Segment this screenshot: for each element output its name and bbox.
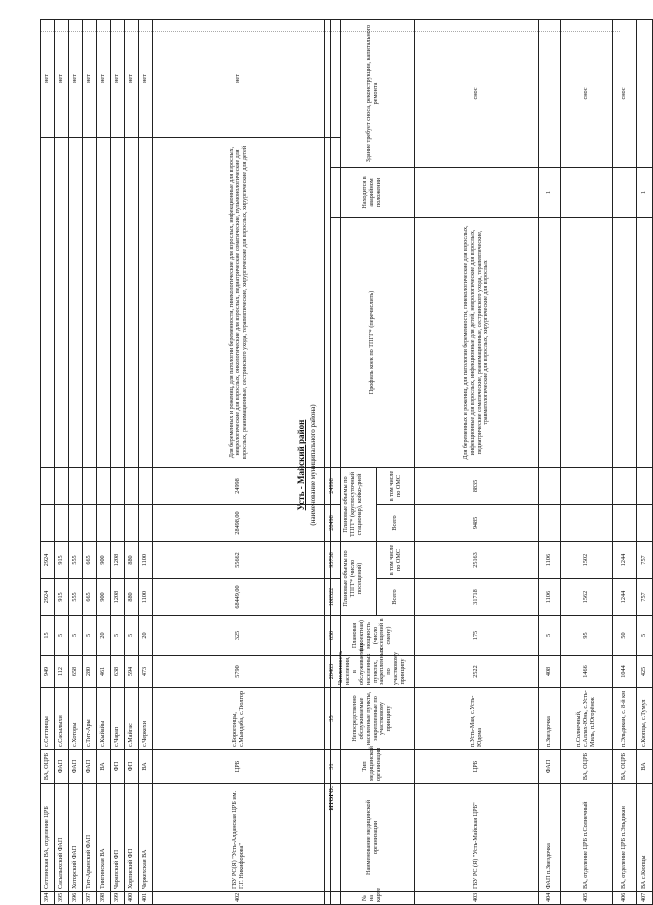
total-label: ИТОГО: xyxy=(325,784,341,892)
bed-profile xyxy=(561,217,613,467)
col-header-visits: Плановые объемы по ТПГГ* (число посещений) xyxy=(331,541,377,615)
building-status: нет xyxy=(125,20,139,138)
district-title: Усть - Майский район xyxy=(296,419,306,511)
table-row xyxy=(97,20,111,905)
emergency-status xyxy=(613,167,637,217)
col-header-type: Тип медицинской организации xyxy=(331,750,415,784)
cases-oms xyxy=(561,467,613,504)
capacity: 175 xyxy=(415,616,539,656)
org-type: ЦРБ xyxy=(153,750,325,784)
org-name: ГБУ РС (Я) "Усть-Майская ЦРБ" xyxy=(415,784,539,892)
population: 280 xyxy=(83,656,97,688)
org-type: ФП xyxy=(125,750,139,784)
population: 5790 xyxy=(153,656,325,688)
bed-profile xyxy=(69,138,83,468)
cases-all xyxy=(69,505,83,542)
visits-all: 68449,00 xyxy=(153,579,325,616)
col-header-cases: Плановые объемы по ТПГГ* (круглосуточный стационар), койко-дней xyxy=(331,467,377,541)
cases-all xyxy=(561,504,613,541)
settlements: с.Чарап xyxy=(111,688,125,750)
visits-all: 1106 xyxy=(539,579,561,616)
row-number: 394 xyxy=(41,892,55,905)
population: 1044 xyxy=(613,656,637,688)
settlements: с.Черкехи xyxy=(139,688,153,750)
population: 949 xyxy=(41,656,55,688)
cases-all xyxy=(41,505,55,542)
visits-oms: 1244 xyxy=(613,541,637,578)
cases-oms xyxy=(111,468,125,505)
total-beds: 650 xyxy=(325,616,341,656)
org-name: Сеттинская ВА, отделение ЦРБ xyxy=(41,784,55,892)
org-name: ВА, отделение ЦРБ п.Солнечный xyxy=(561,784,613,892)
table-row xyxy=(561,19,613,904)
population: 658 xyxy=(69,656,83,688)
settlements: с.Борогонцы, с.Мындаба, с.Тюлгор xyxy=(153,688,325,750)
repair-status: снос xyxy=(561,19,613,167)
visits-oms: 915 xyxy=(55,542,69,579)
org-name: Сасылыхский ФАП xyxy=(55,784,69,892)
building-status: нет xyxy=(69,20,83,138)
org-name: ФАП п.Звездочка xyxy=(539,784,561,892)
bed-profile xyxy=(125,138,139,468)
org-name: ВА с.Кюпцы xyxy=(637,784,653,892)
row-number: 395 xyxy=(55,892,69,905)
cases-oms xyxy=(125,468,139,505)
col-header-name: Наименование медицинской организации xyxy=(331,784,415,892)
row-number: 402 xyxy=(153,892,325,905)
bed-profile: Для беременных и рожениц, для патологии беременности, гинекологические для взрослых, инфекционные для взрослых, инфекционные для детей, неврологические для взрослых, педиатрические соматические, реанимационные, сестринского ухода, терапевтические, травматологические для взрослых, хирургические для взрослых xyxy=(415,217,539,467)
cases-all xyxy=(125,505,139,542)
col-header-visits-all: Всего xyxy=(377,579,415,616)
cases-oms xyxy=(637,467,653,504)
cases-oms xyxy=(83,468,97,505)
org-type: ВА xyxy=(637,750,653,784)
capacity: 15 xyxy=(41,616,55,656)
org-type: ФАП xyxy=(55,750,69,784)
col-header-repair: Здание требует сноса, реконструкции, капитального ремонта xyxy=(331,19,415,167)
cases-all xyxy=(83,505,97,542)
bed-profile xyxy=(111,138,125,468)
cases-all xyxy=(539,504,561,541)
visits-oms: 1208 xyxy=(111,542,125,579)
total-c_oms: 24998 xyxy=(325,468,341,505)
capacity: 5 xyxy=(55,616,69,656)
cases-all: 9485 xyxy=(415,504,539,541)
capacity: 95 xyxy=(561,616,613,656)
building-status: нет xyxy=(41,20,55,138)
capacity: 20 xyxy=(97,616,111,656)
population: 112 xyxy=(55,656,69,688)
col-header-no: № на карте xyxy=(331,892,415,905)
bottom-table xyxy=(330,19,653,905)
table-row xyxy=(111,20,125,905)
row-number: 397 xyxy=(83,892,97,905)
population: 461 xyxy=(97,656,111,688)
total-count: 31 xyxy=(325,750,341,784)
org-name: Тит-Арынский ФАП xyxy=(83,784,97,892)
visits-oms: 1100 xyxy=(139,542,153,579)
settlements: с.Сасылыхи xyxy=(55,688,69,750)
col-header-emergency: Находится в аварийном положении xyxy=(331,167,415,217)
table-row xyxy=(55,20,69,905)
population: 473 xyxy=(139,656,153,688)
col-header-cases-oms: в том числе по ОМС xyxy=(377,467,415,504)
cases-all xyxy=(97,505,111,542)
row-number: 406 xyxy=(613,892,637,905)
bed-profile xyxy=(97,138,111,468)
visits-all: 1100 xyxy=(139,579,153,616)
org-type: ФАП xyxy=(539,750,561,784)
org-type: ФП xyxy=(111,750,125,784)
bed-profile xyxy=(539,217,561,467)
cases-all xyxy=(111,505,125,542)
cases-all xyxy=(139,505,153,542)
table-row xyxy=(41,20,55,905)
org-name: Чарапский ФП xyxy=(111,784,125,892)
row-number: 403 xyxy=(415,892,539,905)
settlements: с.Кыйайы xyxy=(97,688,111,750)
org-name: Черкехская ВА xyxy=(139,784,153,892)
visits-oms: 1106 xyxy=(539,541,561,578)
repair-status xyxy=(539,19,561,167)
building-status: нет xyxy=(55,20,69,138)
org-name: ГБУ РС(Я) "Усть-Алданская ЦРБ им. Г.Г. Никифорова" xyxy=(153,784,325,892)
population: 408 xyxy=(539,656,561,688)
visits-all: 2924 xyxy=(41,579,55,616)
settlements: п.Усть-Мая, с.Усть-Юдома xyxy=(415,688,539,750)
col-header-population: Численность населения, в обслуживаемых населенных пунктах, закрепленных по участковому принципу xyxy=(331,656,415,688)
visits-all: 665 xyxy=(83,579,97,616)
visits-all: 1244 xyxy=(613,579,637,616)
population: 638 xyxy=(111,656,125,688)
building-status: нет xyxy=(153,20,325,138)
bed-profile xyxy=(613,217,637,467)
capacity: 325 xyxy=(153,616,325,656)
org-type: ФАП xyxy=(83,750,97,784)
settlements: п.Эльдикан, с. 8-й км xyxy=(613,688,637,750)
district-caption: (наименование муниципального района) xyxy=(309,404,317,526)
table-row xyxy=(139,20,153,905)
visits-oms: 880 xyxy=(125,542,139,579)
settlements: с.Сеттинцы xyxy=(41,688,55,750)
bed-profile xyxy=(41,138,55,468)
cases-oms xyxy=(69,468,83,505)
capacity: 50 xyxy=(613,616,637,656)
settlements: п.Солнечный, с.Аллах-Юнь, с.Усть-Миль, п.Югорёнок xyxy=(561,688,613,750)
visits-oms: 55662 xyxy=(153,542,325,579)
cases-oms xyxy=(55,468,69,505)
visits-oms: 1502 xyxy=(561,541,613,578)
org-name: ВА, отделение ЦРБ п.Эльдикан xyxy=(613,784,637,892)
total-v_oms: 95738 xyxy=(325,542,341,579)
org-name: Хорпиский ФП xyxy=(125,784,139,892)
settlements: с.Кюпцы, с.Тумул xyxy=(637,688,653,750)
emergency-status: 1 xyxy=(539,167,561,217)
settlements: с.Майгас xyxy=(125,688,139,750)
capacity: 5 xyxy=(69,616,83,656)
org-type: ВА xyxy=(139,750,153,784)
table-row xyxy=(69,20,83,905)
population: 1466 xyxy=(561,656,613,688)
col-header-settlements: Непосредственно обслуживаемые населенные пункты, закрепленные по участковому принципу xyxy=(331,688,415,750)
repair-status: снос xyxy=(415,19,539,167)
settlements: с.Хоторы xyxy=(69,688,83,750)
emergency-status: 1 xyxy=(637,167,653,217)
building-status: нет xyxy=(139,20,153,138)
visits-all: 880 xyxy=(125,579,139,616)
cases-oms xyxy=(613,467,637,504)
bed-profile xyxy=(637,217,653,467)
visits-oms: 757 xyxy=(637,541,653,578)
repair-status: снос xyxy=(613,19,637,167)
table-row xyxy=(415,19,539,904)
bottom-table-header xyxy=(331,19,415,904)
col-header-visits-oms: в том числе по ОМС xyxy=(377,541,415,578)
table-row xyxy=(125,20,139,905)
visits-oms: 665 xyxy=(83,542,97,579)
capacity: 5 xyxy=(111,616,125,656)
capacity: 5 xyxy=(539,616,561,656)
visits-all: 1208 xyxy=(111,579,125,616)
col-header-profile: Профиль коек по ТПГГ* (перечислить) xyxy=(331,217,415,467)
capacity: 5 xyxy=(637,616,653,656)
cases-oms xyxy=(97,468,111,505)
row-number: 398 xyxy=(97,892,111,905)
emergency-status xyxy=(415,167,539,217)
bed-profile xyxy=(139,138,153,468)
row-number: 404 xyxy=(539,892,561,905)
cases-all xyxy=(637,504,653,541)
capacity: 5 xyxy=(83,616,97,656)
cases-oms: 8835 xyxy=(415,467,539,504)
total-settl: 35 xyxy=(325,688,341,750)
cases-oms xyxy=(41,468,55,505)
total-pop: 20463 xyxy=(325,656,341,688)
cases-oms xyxy=(539,467,561,504)
table-row xyxy=(613,19,637,904)
row-number: 396 xyxy=(69,892,83,905)
org-type: ЦРБ xyxy=(415,750,539,784)
visits-all: 31718 xyxy=(415,579,539,616)
row-number: 407 xyxy=(637,892,653,905)
building-status: нет xyxy=(111,20,125,138)
capacity: 5 xyxy=(125,616,139,656)
col-header-cases-all: Всего xyxy=(377,504,415,541)
table-row xyxy=(83,20,97,905)
cases-oms: 24998 xyxy=(153,468,325,505)
visits-all: 1562 xyxy=(561,579,613,616)
row-number: 405 xyxy=(561,892,613,905)
cases-all xyxy=(55,505,69,542)
settlements: с.Тит-Ары xyxy=(83,688,97,750)
population: 2522 xyxy=(415,656,539,688)
row-number: 400 xyxy=(125,892,139,905)
table-row xyxy=(539,19,561,904)
total-c_all: 28498 xyxy=(325,505,341,542)
org-type: ФАП xyxy=(69,750,83,784)
visits-oms: 25163 xyxy=(415,541,539,578)
emergency-status xyxy=(561,167,613,217)
col-header-capacity: Плановая (проектная) мощность (число посещений в смену) xyxy=(331,616,415,656)
org-type: ВА xyxy=(97,750,111,784)
settlements: п.Звездочка xyxy=(539,688,561,750)
visits-oms: 2924 xyxy=(41,542,55,579)
bed-profile xyxy=(83,138,97,468)
visits-all: 757 xyxy=(637,579,653,616)
org-name: Тиигинская ВА xyxy=(97,784,111,892)
bed-profile xyxy=(55,138,69,468)
bed-profile: Для беременных и рожениц, для патологии беременности, гинекологические для взрослых, инфекционные для взрослых, неврологические для взрослых, онкологические для взрослых, педиатрические соматические, пульмонологические для взрослых, реанимационные, сестринского ухода, терапевтические, хирургические для взрослых, хирургические для детей xyxy=(153,138,325,468)
total-v_all: 108522 xyxy=(325,579,341,616)
visits-all: 555 xyxy=(69,579,83,616)
repair-status xyxy=(637,19,653,167)
building-status: нет xyxy=(97,20,111,138)
cases-all: 28498,00 xyxy=(153,505,325,542)
row-number: 399 xyxy=(111,892,125,905)
population: 425 xyxy=(637,656,653,688)
capacity: 20 xyxy=(139,616,153,656)
visits-all: 900 xyxy=(97,579,111,616)
cases-oms xyxy=(139,468,153,505)
building-status: нет xyxy=(83,20,97,138)
table-row xyxy=(637,19,653,904)
row-number: 401 xyxy=(139,892,153,905)
visits-all: 915 xyxy=(55,579,69,616)
population: 594 xyxy=(125,656,139,688)
cases-all xyxy=(613,504,637,541)
visits-oms: 555 xyxy=(69,542,83,579)
org-type: ВА, ОЦРБ xyxy=(41,750,55,784)
org-name: Хоторский ФАП xyxy=(69,784,83,892)
org-type: ВА, ОЦРБ xyxy=(613,750,637,784)
visits-oms: 900 xyxy=(97,542,111,579)
org-type: ВА, ОЦРБ xyxy=(561,750,613,784)
